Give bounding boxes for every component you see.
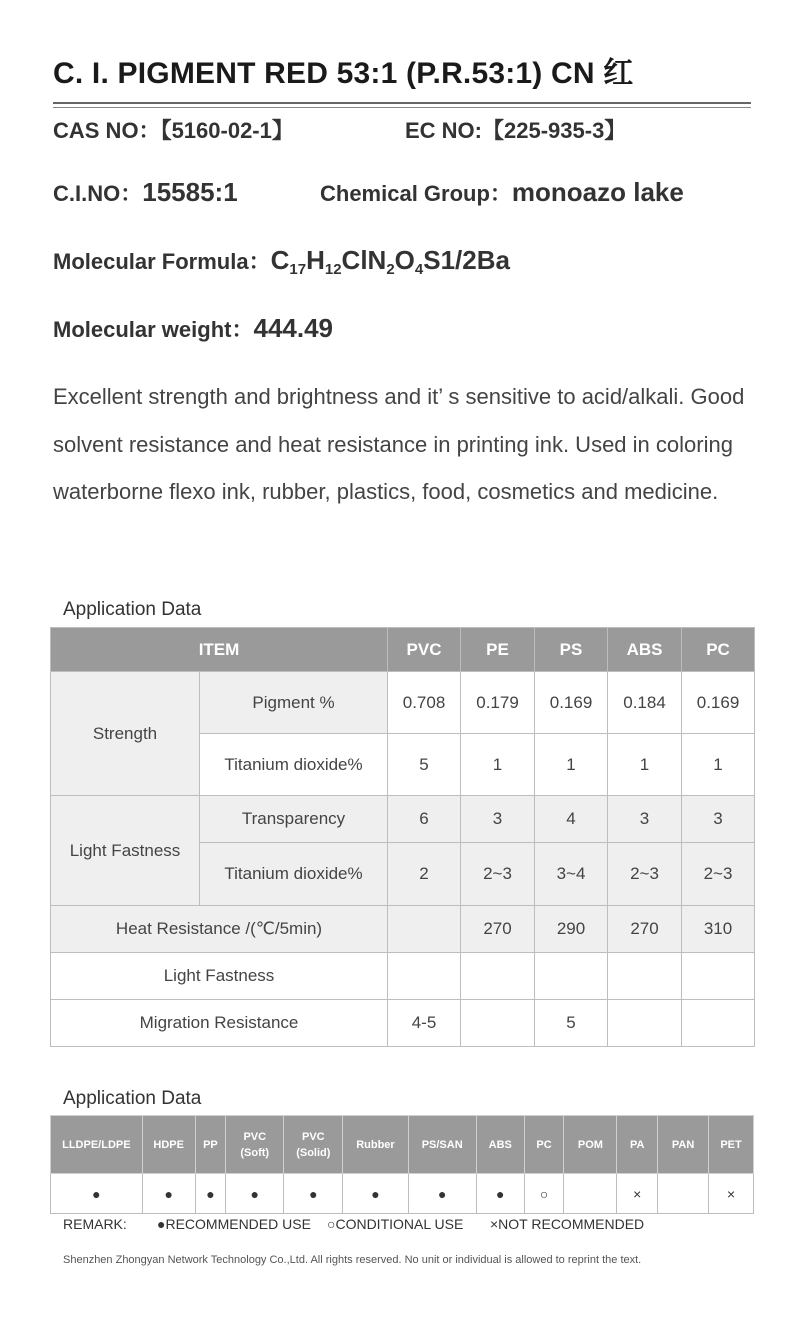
ec-label-group <box>405 114 626 145</box>
group-value: monoazo lake <box>511 177 684 207</box>
table-cell: 0.184 <box>608 672 682 734</box>
table-cell: 270 <box>461 906 535 953</box>
table-cell <box>461 1000 535 1047</box>
table-cell: 3 <box>608 796 682 843</box>
table-cell: 5 <box>388 734 461 796</box>
use-col-header: LLDPE/LDPE <box>51 1116 143 1174</box>
table-cell: 3 <box>682 796 755 843</box>
table-cell: 290 <box>535 906 608 953</box>
use-cell: ● <box>284 1174 343 1214</box>
light-fastness-group-label: Light Fastness <box>51 796 200 906</box>
title-divider <box>53 102 751 104</box>
table-cell: 1 <box>682 734 755 796</box>
weight-value: 444.49 <box>253 313 334 343</box>
use-col-header: PP <box>195 1116 226 1174</box>
use-cell: ● <box>408 1174 476 1214</box>
use-cell: ○ <box>524 1174 564 1214</box>
table-cell <box>608 1000 682 1047</box>
use-col-header: PET <box>709 1116 754 1174</box>
application-use-table <box>50 1115 754 1214</box>
use-col-header: PAN <box>658 1116 709 1174</box>
lf-tio2-label: Titanium dioxide% <box>200 843 388 906</box>
cino-group-row <box>53 177 684 208</box>
col-header: PE <box>461 628 535 672</box>
cas-value: 【5160-02-1】 <box>160 118 294 143</box>
pigment-label: Pigment % <box>200 672 388 734</box>
use-col-header: PS/SAN <box>408 1116 476 1174</box>
heat-resistance-label: Heat Resistance /(℃/5min) <box>51 906 388 953</box>
use-col-header: Rubber <box>343 1116 408 1174</box>
use-cell: × <box>617 1174 658 1214</box>
use-cell: ● <box>51 1174 143 1214</box>
cino-label: C.I.NO： <box>53 181 143 206</box>
application-data-title-2: Application Data <box>63 1088 202 1109</box>
page-title: C. I. PIGMENT RED 53:1 (P.R.53:1) CN 红 <box>53 57 634 90</box>
use-col-header: ABS <box>476 1116 524 1174</box>
use-col-header: PVC (Solid) <box>284 1116 343 1174</box>
col-header: PC <box>682 628 755 672</box>
use-cell: × <box>709 1174 754 1214</box>
table-cell: 0.179 <box>461 672 535 734</box>
table-cell <box>682 1000 755 1047</box>
table-cell: 1 <box>461 734 535 796</box>
title-divider-thin <box>53 107 751 108</box>
formula-value: $C_{17}H_{12}ClN_2O_4S1/2Ba$ <box>270 245 510 278</box>
application-data-title: Application Data <box>63 599 202 620</box>
table-cell: 3~4 <box>535 843 608 906</box>
table-cell <box>682 953 755 1000</box>
conditional-legend: ○CONDITIONAL USE <box>327 1216 464 1232</box>
use-cell: ● <box>226 1174 284 1214</box>
table-cell: 4-5 <box>388 1000 461 1047</box>
use-cell <box>564 1174 617 1214</box>
cas-label: CAS NO： <box>53 118 161 143</box>
item-header: ITEM <box>51 628 388 672</box>
table-cell: 2~3 <box>608 843 682 906</box>
table-cell <box>388 906 461 953</box>
use-cell: ● <box>142 1174 195 1214</box>
table-cell <box>608 953 682 1000</box>
use-col-header: PVC (Soft) <box>226 1116 284 1174</box>
tio2-label: Titanium dioxide% <box>200 734 388 796</box>
use-cell: ● <box>343 1174 408 1214</box>
col-header: PVC <box>388 628 461 672</box>
table-cell <box>388 953 461 1000</box>
not-recommended-legend: ×NOT RECOMMENDED <box>490 1216 645 1232</box>
use-col-header: PA <box>617 1116 658 1174</box>
ec-value: 【225-935-3】 <box>482 118 627 143</box>
use-col-header: HDPE <box>142 1116 195 1174</box>
cino-value: 15585:1 <box>142 177 238 207</box>
use-cell: ● <box>195 1174 226 1214</box>
table-cell: 0.169 <box>535 672 608 734</box>
table-cell: 310 <box>682 906 755 953</box>
strength-label: Strength <box>51 672 200 796</box>
recommended-legend: ●RECOMMENDED USE <box>157 1216 311 1232</box>
weight-label: Molecular weight： <box>53 317 254 342</box>
remark-label: REMARK: <box>63 1216 127 1232</box>
formula-label: Molecular Formula： <box>53 249 271 274</box>
description: Excellent strength and brightness and it’ s sensitive to acid/alkali. Good solvent resistance and heat resistance in printing ink. Used in coloring waterborne flexo ink, rubber, plastics, food, cosmetics and medicine. <box>53 384 745 504</box>
table-cell <box>535 953 608 1000</box>
col-header: PS <box>535 628 608 672</box>
table-cell: 270 <box>608 906 682 953</box>
table-cell: 1 <box>535 734 608 796</box>
table-cell: 0.708 <box>388 672 461 734</box>
ec-label: EC NO: <box>405 118 482 143</box>
remark-legend <box>63 1216 644 1232</box>
use-cell <box>658 1174 709 1214</box>
table-cell: 2~3 <box>461 843 535 906</box>
table-cell: 0.169 <box>682 672 755 734</box>
use-col-header: PC <box>524 1116 564 1174</box>
chemical-group <box>320 177 684 208</box>
group-label: Chemical Group： <box>320 181 512 206</box>
copyright-footer: Shenzhen Zhongyan Network Technology Co.,Ltd. All rights reserved. No unit or individual is allowed to reprint the text. <box>63 1254 642 1266</box>
cas-ec-row <box>53 114 627 145</box>
table-cell: 2~3 <box>682 843 755 906</box>
formula-row <box>53 245 510 278</box>
table-cell: 5 <box>535 1000 608 1047</box>
table-cell: 4 <box>535 796 608 843</box>
table-cell <box>461 953 535 1000</box>
table-cell: 2 <box>388 843 461 906</box>
migration-resistance-label: Migration Resistance <box>51 1000 388 1047</box>
use-cell: ● <box>476 1174 524 1214</box>
col-header: ABS <box>608 628 682 672</box>
use-col-header: POM <box>564 1116 617 1174</box>
application-data-table <box>50 627 755 1047</box>
table-cell: 1 <box>608 734 682 796</box>
transparency-label: Transparency <box>200 796 388 843</box>
light-fastness-label: Light Fastness <box>51 953 388 1000</box>
weight-row <box>53 313 333 344</box>
table-cell: 3 <box>461 796 535 843</box>
table-cell: 6 <box>388 796 461 843</box>
